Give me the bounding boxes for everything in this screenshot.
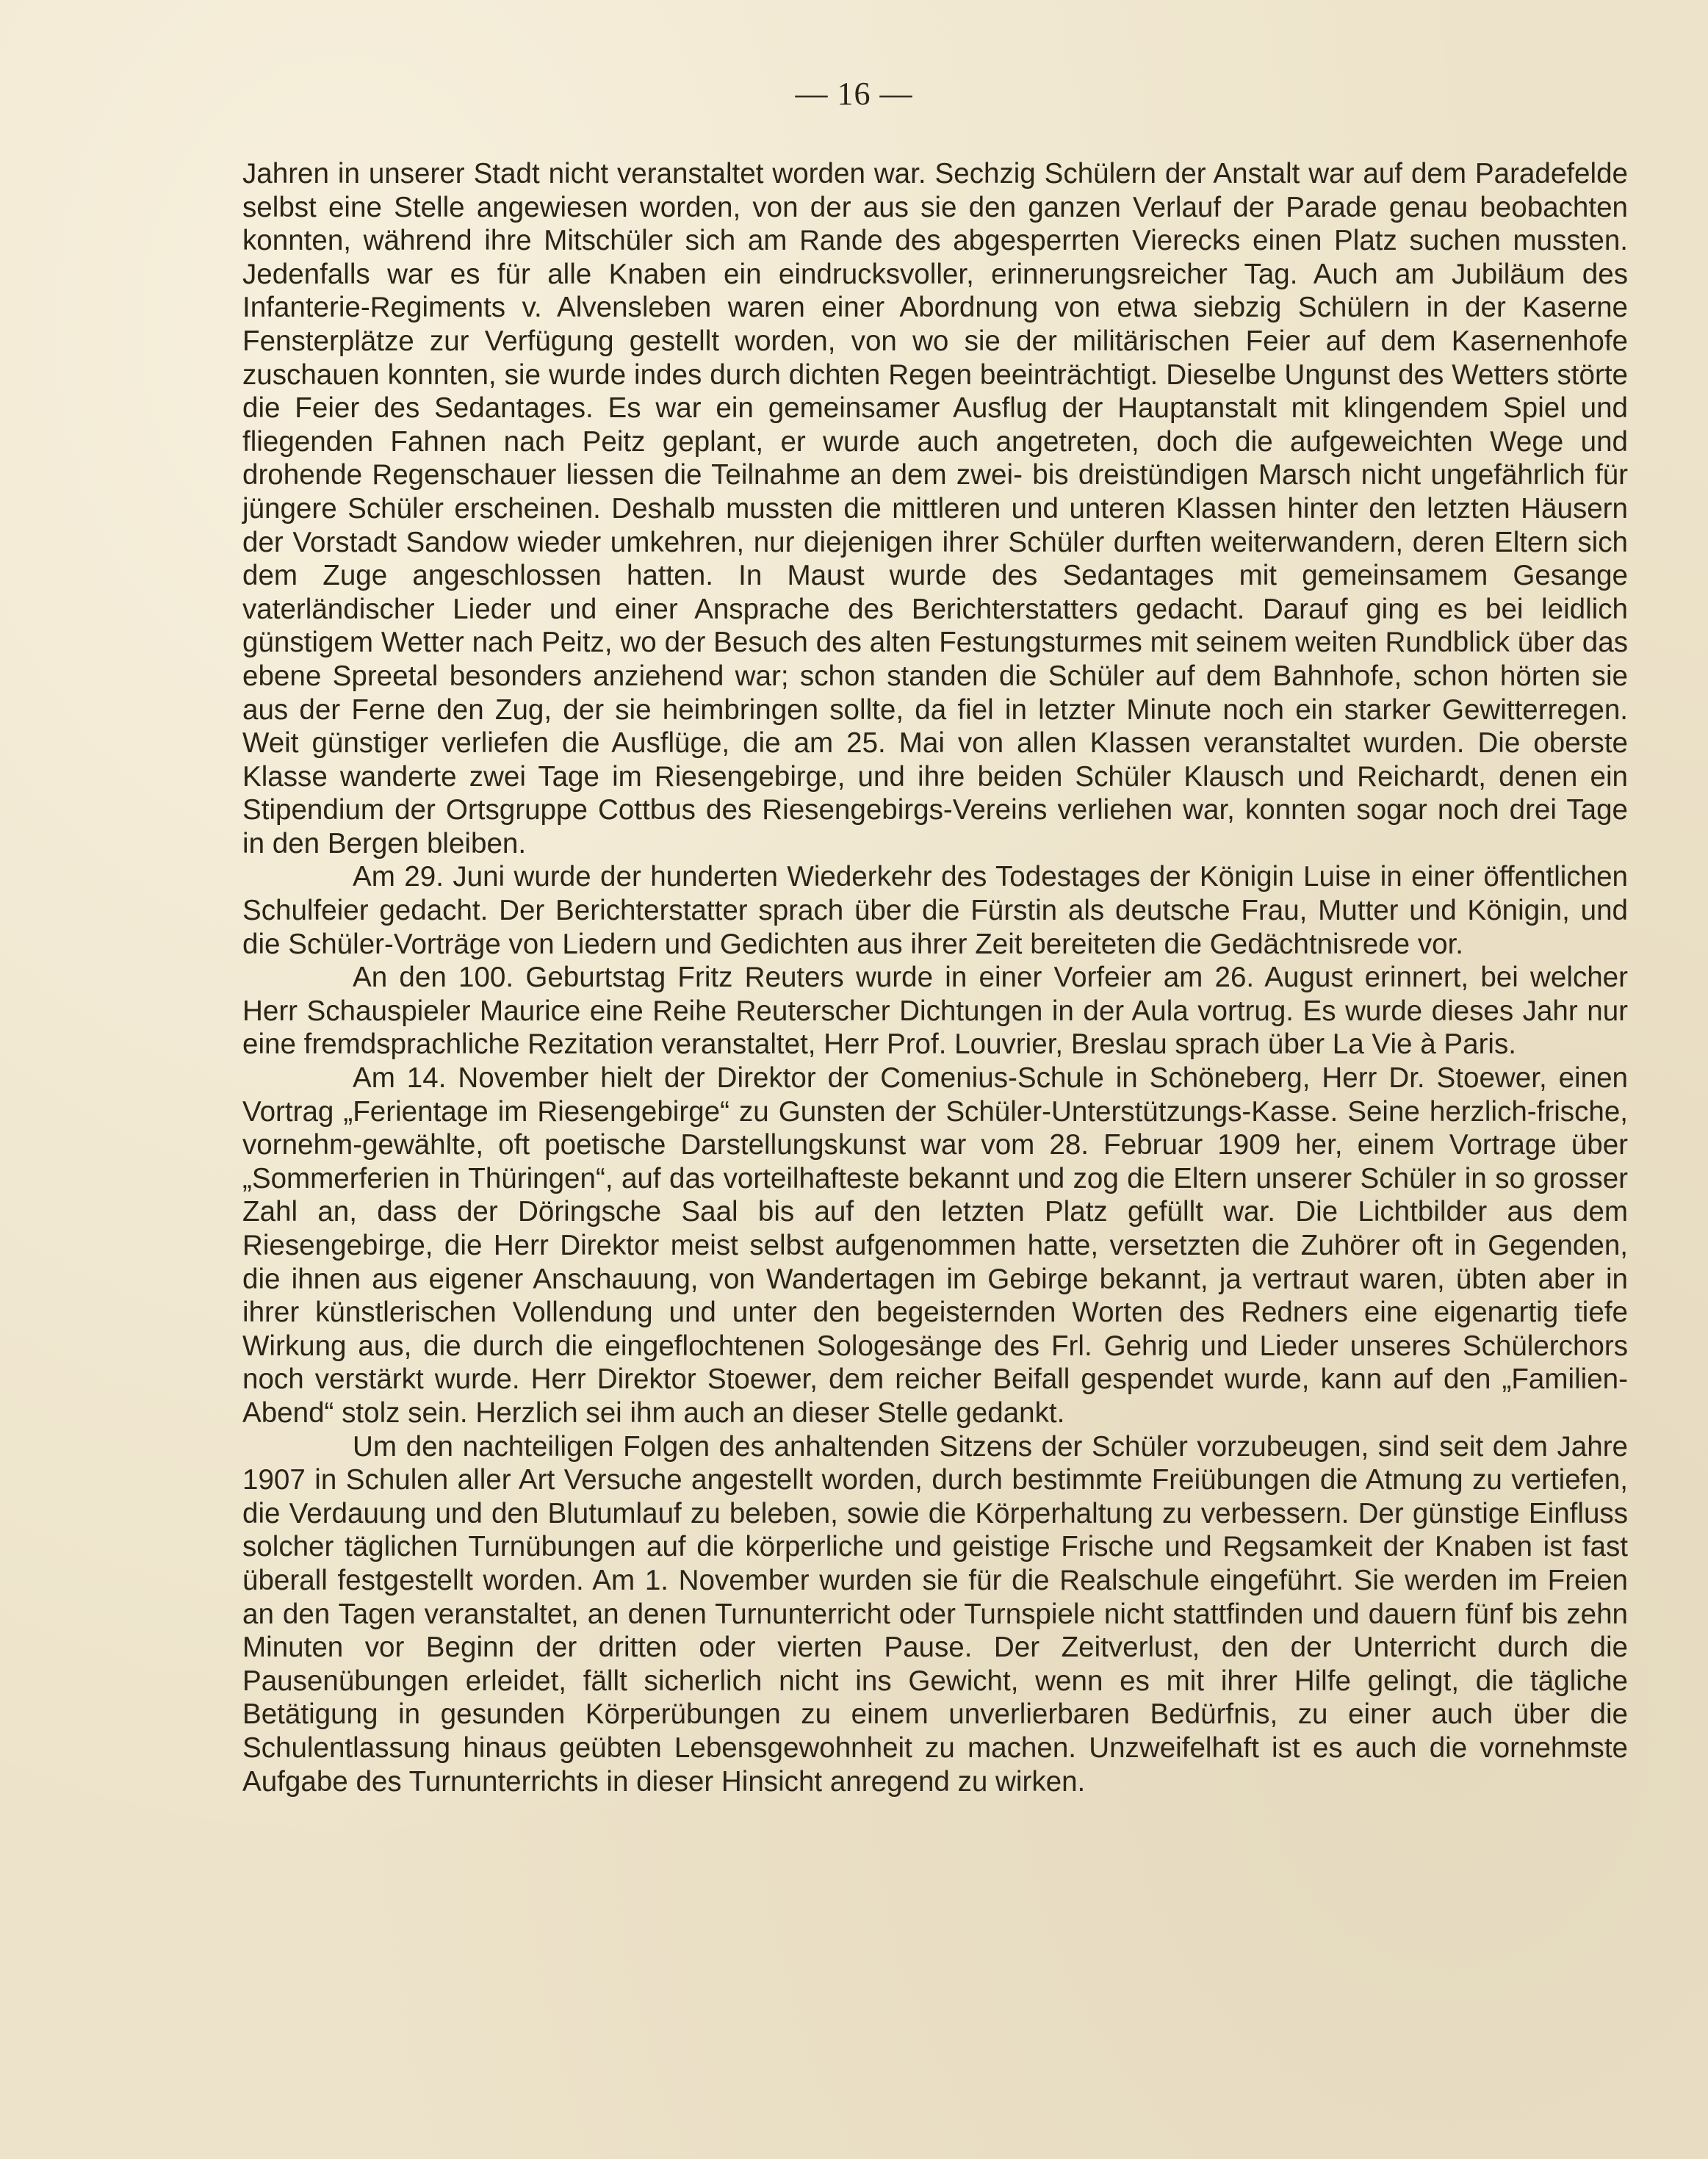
paragraph-gymnastics: Um den nachteiligen Folgen des anhaltenden Sitzens der Schüler vorzubeugen, sind seit dem Jahre 1907 in Schulen aller Art Versuche angestellt worden, durch bestimmte Freiübungen die Atmung zu vertiefen, die Verdauung und den Blutumlauf zu beleben, sowie die Körperhaltung zu verbessern. Der günstige Einfluss solcher täglichen Turnübungen auf die körperliche und geistige Frische und Regsamkeit der Knaben ist fast überall festgestellt worden. Am 1. November wurden sie für die Realschule eingeführt. Sie werden im Freien an den Tagen veranstaltet, an denen Turnunterricht oder Turnspiele nicht stattfinden und dauern fünf bis zehn Minuten vor Beginn der dritten oder vierten Pause. Der Zeitverlust, den der Unterricht durch die Pausenübungen erleidet, fällt sicherlich nicht ins Gewicht, wenn es mit ihrer Hilfe gelingt, die tägliche Betätigung in gesunden Körperübungen zu einem unverlierbaren Bedürfnis, zu einer auch über die Schulentlassung hinaus geübten Lebensgewohnheit zu machen. Unzweifelhaft ist es auch die vornehmste Aufgabe des Turnunterrichts in dieser Hinsicht anregend zu wirken. (242, 1430, 1628, 1798)
body-text (242, 157, 1628, 1798)
paragraph-lecture-stoewer: Am 14. November hielt der Direktor der Comenius-Schule in Schöneberg, Herr Dr. Stoewer, einen Vortrag „Ferientage im Riesengebirge“ zu Gunsten der Schüler-Unterstützungs-Kasse. Seine herzlich-frische, vornehm-gewählte, oft poetische Darstellungskunst war vom 28. Februar 1909 her, einem Vortrage über „Sommerferien in Thüringen“, auf das vorteilhafteste bekannt und zog die Eltern unserer Schüler in so grosser Zahl an, dass der Döringsche Saal bis auf den letzten Platz gefüllt war. Die Lichtbilder aus dem Riesengebirge, die Herr Direktor meist selbst aufgenommen hatte, versetzten die Zuhörer oft in Gegenden, die ihnen aus eigener Anschauung, von Wandertagen im Gebirge bekannt, ja vertraut waren, übten aber in ihrer künstlerischen Vollendung und unter den begeisternden Worten des Redners eine eigenartig tiefe Wirkung aus, die durch die eingeflochtenen Sologesänge des Frl. Gehrig und Lieder unseres Schülerchors noch verstärkt wurde. Herr Direktor Stoewer, dem reicher Beifall gespendet wurde, kann auf den „Familien-Abend“ stolz sein. Herzlich sei ihm auch an dieser Stelle gedankt. (242, 1062, 1628, 1429)
paragraph-excursions: Jahren in unserer Stadt nicht veranstaltet worden war. Sechzig Schülern der Anstalt war auf dem Paradefelde selbst eine Stelle angewiesen worden, von der aus sie den ganzen Verlauf der Parade genau beobachten konnten, während ihre Mitschüler sich am Rande des abgesperrten Vierecks einen Platz suchen mussten. Jedenfalls war es für alle Knaben ein eindrucksvoller, erinnerungsreicher Tag. Auch am Jubiläum des Infanterie-Regiments v. Alvensleben waren einer Abordnung von etwa siebzig Schülern in der Kaserne Fensterplätze zur Verfügung gestellt worden, von wo sie der militärischen Feier auf dem Kasernenhofe zuschauen konnten, sie wurde indes durch dichten Regen beeinträchtigt. Dieselbe Ungunst des Wetters störte die Feier des Sedantages. Es war ein gemeinsamer Ausflug der Hauptanstalt mit klingendem Spiel und fliegenden Fahnen nach Peitz geplant, er wurde auch angetreten, doch die aufgeweichten Wege und drohende Regenschauer liessen die Teilnahme an dem zwei- bis dreistündigen Marsch nicht ungefährlich für jüngere Schüler erscheinen. Deshalb mussten die mittleren und unteren Klassen hinter den letzten Häusern der Vorstadt Sandow wieder umkehren, nur diejenigen ihrer Schüler durften weiterwandern, deren Eltern sich dem Zuge angeschlossen hatten. In Maust wurde des Sedantages mit gemeinsamem Gesange vaterländischer Lieder und einer Ansprache des Berichterstatters gedacht. Darauf ging es bei leidlich günstigem Wetter nach Peitz, wo der Besuch des alten Festungsturmes mit seinem weiten Rundblick über das ebene Spreetal besonders anziehend war; schon standen die Schüler auf dem Bahnhofe, schon hörten sie aus der Ferne den Zug, der sie heimbringen sollte, da fiel in letzter Minute noch ein starker Gewitterregen. Weit günstiger verliefen die Ausflüge, die am 25. Mai von allen Klassen veranstaltet wurden. Die oberste Klasse wanderte zwei Tage im Riesengebirge, und ihre beiden Schüler Klausch und Reichardt, denen ein Stipendium der Ortsgruppe Cottbus des Riesengebirgs-Vereins verliehen war, konnten sogar noch drei Tage in den Bergen bleiben. (242, 158, 1628, 859)
page-number: — 16 — (795, 76, 913, 112)
paragraph-queen-luise: Am 29. Juni wurde der hunderten Wiederkehr des Todestages der Königin Luise in einer öffentlichen Schulfeier gedacht. Der Berichterstatter sprach über die Fürstin als deutsche Frau, Mutter und Königin, und die Schüler-Vorträge von Liedern und Gedichten aus ihrer Zeit bereiteten die Gedächtnisrede vor. (242, 861, 1628, 960)
paragraph-fritz-reuter: An den 100. Geburtstag Fritz Reuters wurde in einer Vorfeier am 26. August erinnert, bei welcher Herr Schauspieler Maurice eine Reihe Reuterscher Dichtungen in der Aula vortrug. Es wurde dieses Jahr nur eine fremdsprachliche Rezitation veranstaltet, Herr Prof. Louvrier, Breslau sprach über La Vie à Paris. (242, 962, 1628, 1061)
